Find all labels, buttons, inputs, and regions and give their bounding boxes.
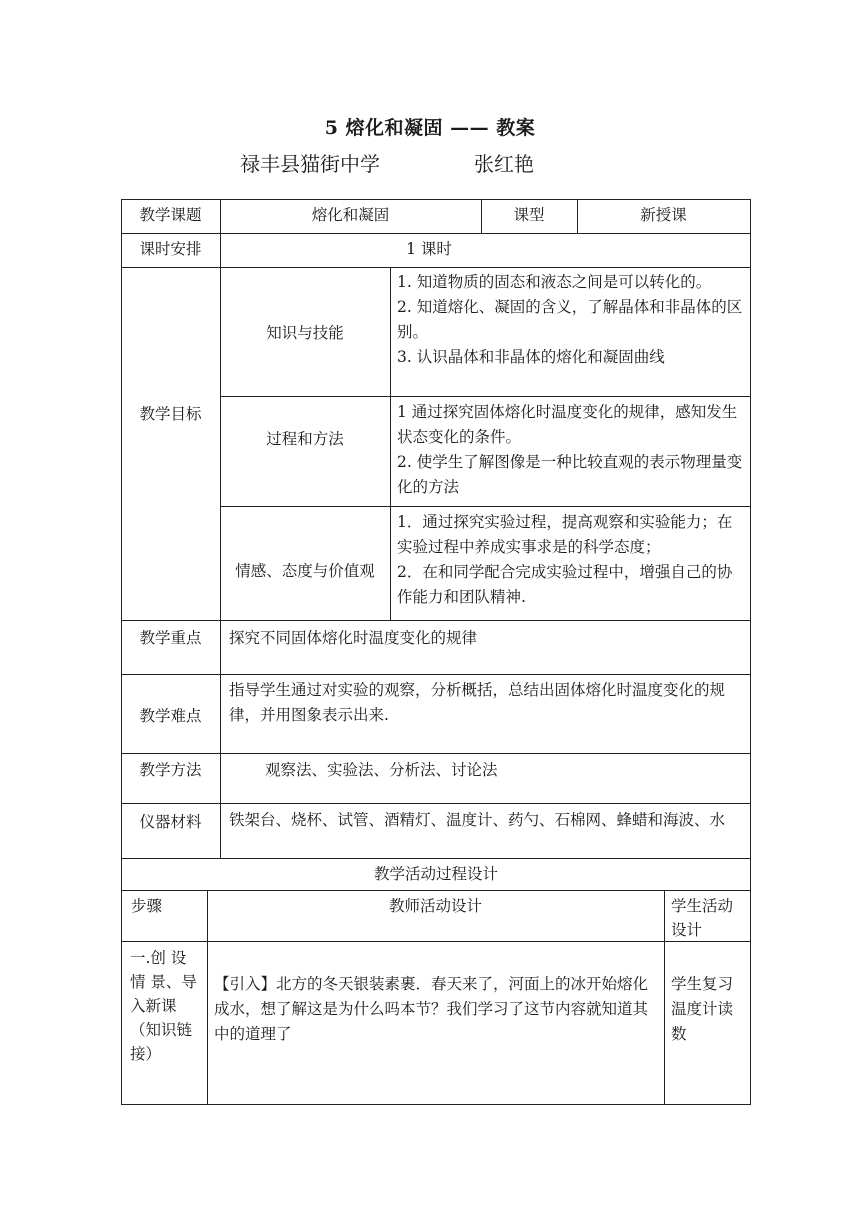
objective-group-content [397, 510, 747, 610]
key-point-value: 探究不同固体熔化时温度变化的规律 [229, 629, 478, 647]
method-value: 观察法、实验法、分析法、讨论法 [265, 761, 498, 779]
subject-label: 教学课题 [139, 206, 202, 224]
hours-label: 课时安排 [139, 240, 202, 258]
objective-line: 2. 知道熔化、凝固的含义，了解晶体和非晶体的区别。 [397, 298, 743, 341]
step-name: 一.创 设 情 景、导入新课（知识链接） [130, 949, 197, 1063]
objective-line: 1. 知道物质的固态和液态之间是可以转化的。 [397, 273, 712, 291]
objectives-label: 教学目标 [139, 405, 202, 423]
objective-line: 2．在和同学配合完成实验过程中，增强自己的协作能力和团队精神. [397, 563, 733, 606]
method-label: 教学方法 [139, 761, 202, 779]
objective-line: 2. 使学生了解图像是一种比较直观的表示物理量变化的方法 [397, 453, 743, 496]
type-value: 新授课 [640, 206, 687, 224]
author-name: 张红艳 [474, 152, 534, 176]
objective-line: 1．通过探究实验过程，提高观察和实验能力；在实验过程中养成实事求是的科学态度； [397, 513, 733, 556]
equipment-value: 铁架台、烧杯、试管、酒精灯、温度计、药勺、石棉网、蜂蜡和海波、水 [229, 811, 726, 829]
objective-group-label: 过程和方法 [266, 430, 344, 448]
student-header: 学生活动设计 [671, 897, 734, 939]
student-activity: 学生复习温度计读数 [671, 975, 734, 1043]
hours-value: 1 课时 [406, 240, 452, 258]
objective-group-label: 知识与技能 [266, 324, 344, 342]
objective-line: 3. 认识晶体和非晶体的熔化和凝固曲线 [397, 348, 665, 366]
school-name: 禄丰县猫街中学 [240, 152, 380, 176]
difficulty-value: 指导学生通过对实验的观察，分析概括，总结出固体熔化时温度变化的规律，并用图象表示出来. [229, 681, 726, 724]
step-header: 步骤 [131, 897, 163, 915]
difficulty-label: 教学难点 [139, 707, 202, 725]
equipment-label: 仪器材料 [139, 813, 202, 831]
process-title: 教学活动过程设计 [373, 865, 498, 883]
objective-group-content [397, 400, 747, 500]
subject-value: 熔化和凝固 [311, 206, 390, 224]
objective-group-label: 情感、态度与价值观 [235, 562, 375, 580]
page-title: 5 熔化和凝固 —— 教案 [324, 117, 536, 139]
teacher-activity: 【引入】北方的冬天银装素裹．春天来了，河面上的冰开始熔化成水，想了解这是为什么吗本节？我们学习了这节内容就知道其中的道理了 [214, 975, 649, 1043]
objective-group-content [397, 270, 747, 370]
teacher-header: 教师活动设计 [388, 897, 482, 915]
objective-line: 1 通过探究固体熔化时温度变化的规律，感知发生状态变化的条件。 [397, 403, 738, 446]
type-label: 课型 [513, 206, 545, 224]
key-point-label: 教学重点 [139, 629, 202, 647]
